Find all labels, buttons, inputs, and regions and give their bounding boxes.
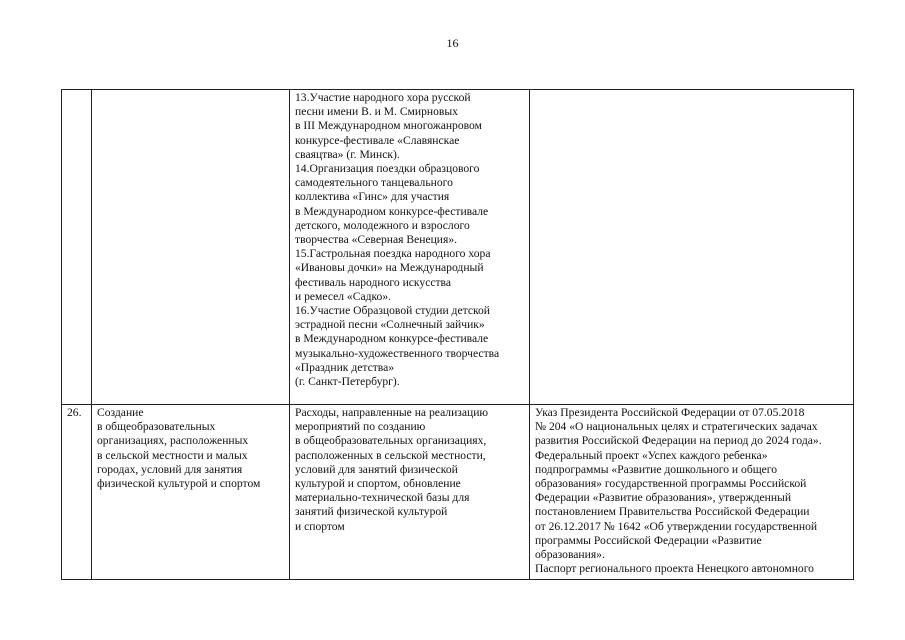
row-number-cell: 26.: [62, 405, 92, 580]
legal-basis-cell: [530, 90, 854, 405]
document-table: [61, 89, 854, 580]
measures-cell: 13.Участие народного хора русской песни имени В. и М. Смирновых в III Международном многожанровом конкурсе-фестивале «Славянскае сваяцтва» (г. Минск). 14.Организация поездки образцового самодеятельного танцевального коллектива «Гинс» для участия в Международном конкурсе-фестивале детского, молодежного и взрослого творчества «Северная Венеция». 15.Гастрольная поездка народного хора «Ивановы дочки» на Международный фестиваль народного искусства и ремесел «Садко». 16.Участие Образцовой студии детской эстрадной песни «Солнечный зайчик» в Международном конкурсе-фестивале музыкально-художественного творчества «Праздник детства» (г. Санкт-Петербург).: [290, 90, 530, 405]
legal-basis-cell: Указ Президента Российской Федерации от 07.05.2018 № 204 «О национальных целях и стратегических задачах развития Российской Федерации на период до 2024 года». Федеральный проект «Успех каждого ребенка» подпрограммы «Развитие дошкольного и общего образования» государственной программы Российской Федерации «Развитие образования», утвержденный постановлением Правительства Российской Федерации от 26.12.2017 № 1642 «Об утверждении государственной программы Российской Федерации «Развитие образования». Паспорт регионального проекта Ненецкого автономного: [530, 405, 854, 580]
page-number: 16: [446, 36, 459, 50]
event-name-cell: [92, 90, 290, 405]
table-row: [62, 405, 854, 580]
event-name-cell: Создание в общеобразовательных организациях, расположенных в сельской местности и малых городах, условий для занятия физической культурой и спортом: [92, 405, 290, 580]
measures-cell: Расходы, направленные на реализацию мероприятий по созданию в общеобразовательных организациях, расположенных в сельской местности, условий для занятий физической культурой и спортом, обновление материально-технической базы для занятий физической культурой и спортом: [290, 405, 530, 580]
table-row: [62, 90, 854, 405]
row-number-cell: [62, 90, 92, 405]
